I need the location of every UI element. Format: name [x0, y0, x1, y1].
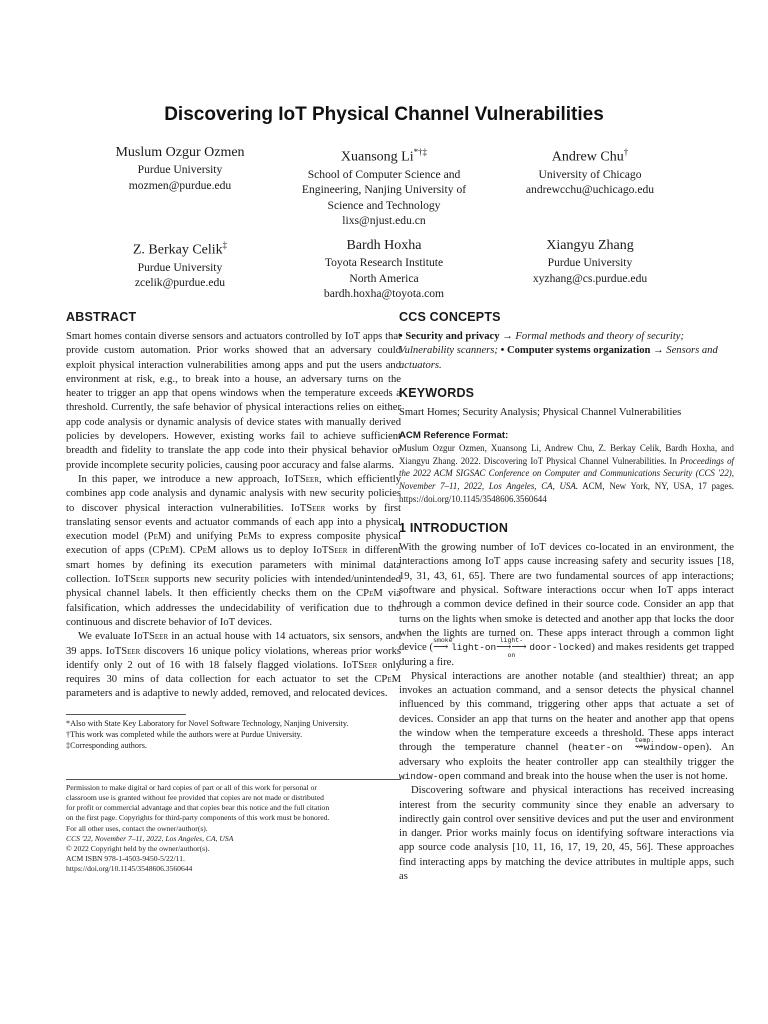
labeled-arrow: temp. ⇝ — [623, 741, 644, 755]
reference-part: Proceedings of the 2022 ACM SIGSAC Conference on Computer and Communications Security (CCS '22), November 7–11, 2022, Los Angeles, CA, USA. — [399, 455, 734, 491]
ccs-term: Sensors and actuators. — [399, 345, 718, 371]
permission-line: ACM ISBN 978-1-4503-9450-5/22/11. — [66, 854, 185, 864]
footnote: ‡Corresponding authors. — [66, 740, 147, 750]
right-column — [399, 310, 734, 884]
permission-block — [66, 783, 401, 875]
labeled-arrow: light-on ⟶⟶ — [496, 641, 526, 655]
author-marks: *†‡ — [413, 147, 428, 157]
author-affiliation: Purdue University — [137, 163, 223, 176]
ccs-term: Formal methods and theory of security; — [515, 331, 685, 342]
author-email: lixs@njust.edu.cn — [342, 214, 426, 228]
intro-text: command and break into the house when the user is not home. — [460, 770, 728, 782]
permission-line: on the first page. Copyrights for third-party components of this work must be honored. — [66, 813, 330, 823]
footnotes — [66, 718, 401, 751]
permission-divider — [66, 779, 401, 780]
ccs-heading: CCS CONCEPTS — [399, 310, 501, 324]
author-block — [264, 236, 504, 302]
footnote: †This work was completed while the authors were at Purdue University. — [66, 729, 303, 739]
left-column — [66, 310, 401, 875]
author-name: Z. Berkay Celik — [132, 242, 223, 258]
author-affiliation: School of Computer Science and — [307, 167, 461, 181]
reference-part: ACM, New York, NY, USA, 17 pages. https://doi.org/10.1145/3548606.3560644 — [399, 480, 734, 504]
author-block — [264, 143, 504, 229]
author-affiliation: North America — [349, 271, 419, 285]
author-email: bardh.hoxha@toyota.com — [323, 287, 445, 300]
author-name: Bardh Hoxha — [346, 238, 422, 253]
author-email: zcelik@purdue.edu — [134, 276, 226, 290]
doi-link[interactable]: https://doi.org/10.1145/3548606.3560644 — [66, 864, 193, 874]
author-affiliation: Purdue University — [137, 260, 223, 274]
ccs-concepts — [399, 330, 734, 373]
intro-paragraph — [399, 541, 734, 670]
permission-line: Permission to make digital or hard copies of part or all of this work for personal or — [66, 782, 317, 792]
intro-paragraph — [399, 670, 734, 784]
abstract-paragraph: Smart homes contain diverse sensors and actuators controlled by IoT apps that provide custom automation. Prior works showed that an adversary could exploit physical interaction vulnerabilities among apps and put the users and environment at risk, e.g., to break into a house, an adversary turns on the heater to trigger an app that opens windows when the temperature exceeds a threshold. Currently, the safe behavior of physical interactions relies on either app code analysis or dynamic analysis of device states with manually derived policies by developers. However, existing works fail to achieve sufficient breadth and fidelity to translate the app code into their physical behavior or provide incomplete security policies, causing poor accuracy and false alarms. — [66, 331, 401, 471]
abstract-heading: ABSTRACT — [66, 310, 137, 324]
author-marks: ‡ — [222, 240, 228, 250]
intro-text: ). An adversary who exploits the heater controller app can stealthily trigger the — [399, 742, 735, 768]
author-affiliation: Science and Technology — [327, 198, 441, 212]
author-block — [470, 236, 710, 286]
author-email: xyzhang@cs.purdue.edu — [532, 271, 648, 285]
ccs-term: Vulnerability scanners; — [399, 345, 498, 357]
code-token: light-on — [451, 642, 497, 654]
keywords-text: Smart Homes; Security Analysis; Physical Channel Vulnerabilities — [399, 406, 682, 418]
author-name: Xiangyu Zhang — [546, 238, 634, 253]
author-email: andrewcchu@uchicago.edu — [525, 183, 655, 197]
intro-heading: 1 INTRODUCTION — [399, 521, 509, 536]
author-marks: † — [623, 147, 629, 157]
abstract-paragraph: We evaluate IoTSeer in an actual house with 14 actuators, six sensors, and 39 apps. IoTSeer discovers 16 unique policy violations, whereas prior works identify only 2 out of 16 with 18 falsely flagged violations. IoTSeer only requires 30 mins of data collection for each actuator to set the CPeM parameters and is adaptive to newly added, removed, and relocated devices. — [66, 631, 401, 700]
intro-text: ) and makes residents get trapped during a fire. — [399, 642, 734, 668]
code-token: door-locked — [529, 642, 592, 654]
author-email: mozmen@purdue.edu — [128, 178, 232, 192]
author-affiliation: Engineering, Nanjing University of — [301, 183, 467, 197]
reference-heading: ACM Reference Format: — [399, 430, 509, 442]
code-token: window-open — [643, 742, 706, 754]
permission-line: For all other uses, contact the owner/author(s). — [66, 823, 208, 833]
reference-text — [399, 442, 734, 505]
arrow-label: light-on — [499, 637, 524, 659]
author-name: Xuansong Li — [340, 149, 414, 165]
ccs-term: • Computer systems organization — [500, 345, 651, 357]
arrow-glyph: → — [650, 345, 667, 357]
permission-line: CCS '22, November 7–11, 2022, Los Angeles, CA, USA — [66, 833, 234, 843]
code-token: window-open — [399, 770, 461, 782]
labeled-arrow: smoke ⟶ — [433, 641, 448, 655]
author-name: Andrew Chu — [551, 149, 624, 165]
ccs-term: • Security and privacy — [399, 331, 500, 342]
abstract-paragraph: In this paper, we introduce a new approach, IoTSeer, which efficiently combines app code analysis and dynamic analysis with new security policies to discover physical interaction vulnerabilities. IoTSeer works by first translating sensor events and actuator commands of each app into a physical execution model (PeM) and unifying PeMs to express composite physical execution of apps (CPeM). CPeM allows us to deploy IoTSeer in different smart homes by defining its execution parameters with minimal data collection. IoTSeer supports new security policies with intended/unintended physical channel labels. It then efficiently checks them on the CPeM via falsification, which addresses the undecidability of verification due to the continuous and discrete behavior of IoT devices. — [66, 473, 402, 628]
author-affiliation: Toyota Research Institute — [324, 256, 444, 269]
author-block — [470, 143, 710, 198]
paper-title: Discovering IoT Physical Channel Vulnerabilities — [164, 104, 604, 125]
author-affiliation: Purdue University — [547, 256, 633, 269]
permission-line: © 2022 Copyright held by the owner/author(s). — [66, 843, 210, 853]
permission-line: for profit or commercial advantage and that copies bear this notice and the full citation — [66, 803, 330, 813]
footnote-divider — [66, 714, 186, 715]
permission-line: classroom use is granted without fee provided that copies are not made or distributed — [66, 792, 324, 802]
footnote: *Also with State Key Laboratory for Novel Software Technology, Nanjing University. — [66, 718, 349, 728]
intro-text: Physical interactions are another notable (and stealthier) threat; an app invokes an actuation command, and a sensor detects the physical channel influenced by this command, triggering other apps that actuate a set of devices. Consider an app that turns on the heater and another app that opens the window when the temperature exceeds a threshold. These apps interact through the temperature channel ( — [399, 670, 734, 754]
intro-paragraph: Discovering software and physical interactions has received increasing interest from the security community since they enable an adversary to indirectly gain control over sensitive devices and put the user and environment in danger. Prior works mainly focus on identifying software interactions via app source code analysis [10, 11, 16, 17, 19, 20, 45, 56]. These approaches find interacting apps by matching the device attributes in multiple apps, such as — [399, 785, 734, 882]
arrow-label: temp. — [634, 737, 655, 745]
keywords-heading: KEYWORDS — [399, 385, 475, 400]
author-affiliation: University of Chicago — [538, 167, 642, 181]
intro-text: With the growing number of IoT devices co-located in an environment, the interactions among IoT apps cause increasing safety and security issues [18, 19, 31, 43, 61, 65]. There are two fundamental sources of app interactions; software and physical. Software interactions occur when IoT apps interact through a common device defined in their source code. Consider an app that turns on the lights when smoke is detected and another app that locks the door when the lights are turned on. These apps interact through a common light device ( — [399, 542, 734, 654]
code-token: heater-on — [572, 742, 623, 754]
author-name: Muslum Ozgur Ozmen — [115, 145, 245, 160]
arrow-label: smoke — [433, 637, 453, 645]
arrow-glyph: → — [499, 331, 516, 342]
reference-part: Muslum Ozgur Ozmen, Xuansong Li, Andrew Chu, Z. Berkay Celik, Bardh Hoxha, and Xiangyu Zhang. 2022. Discovering IoT Physical Channel Vulnerabilities. In — [399, 443, 734, 466]
